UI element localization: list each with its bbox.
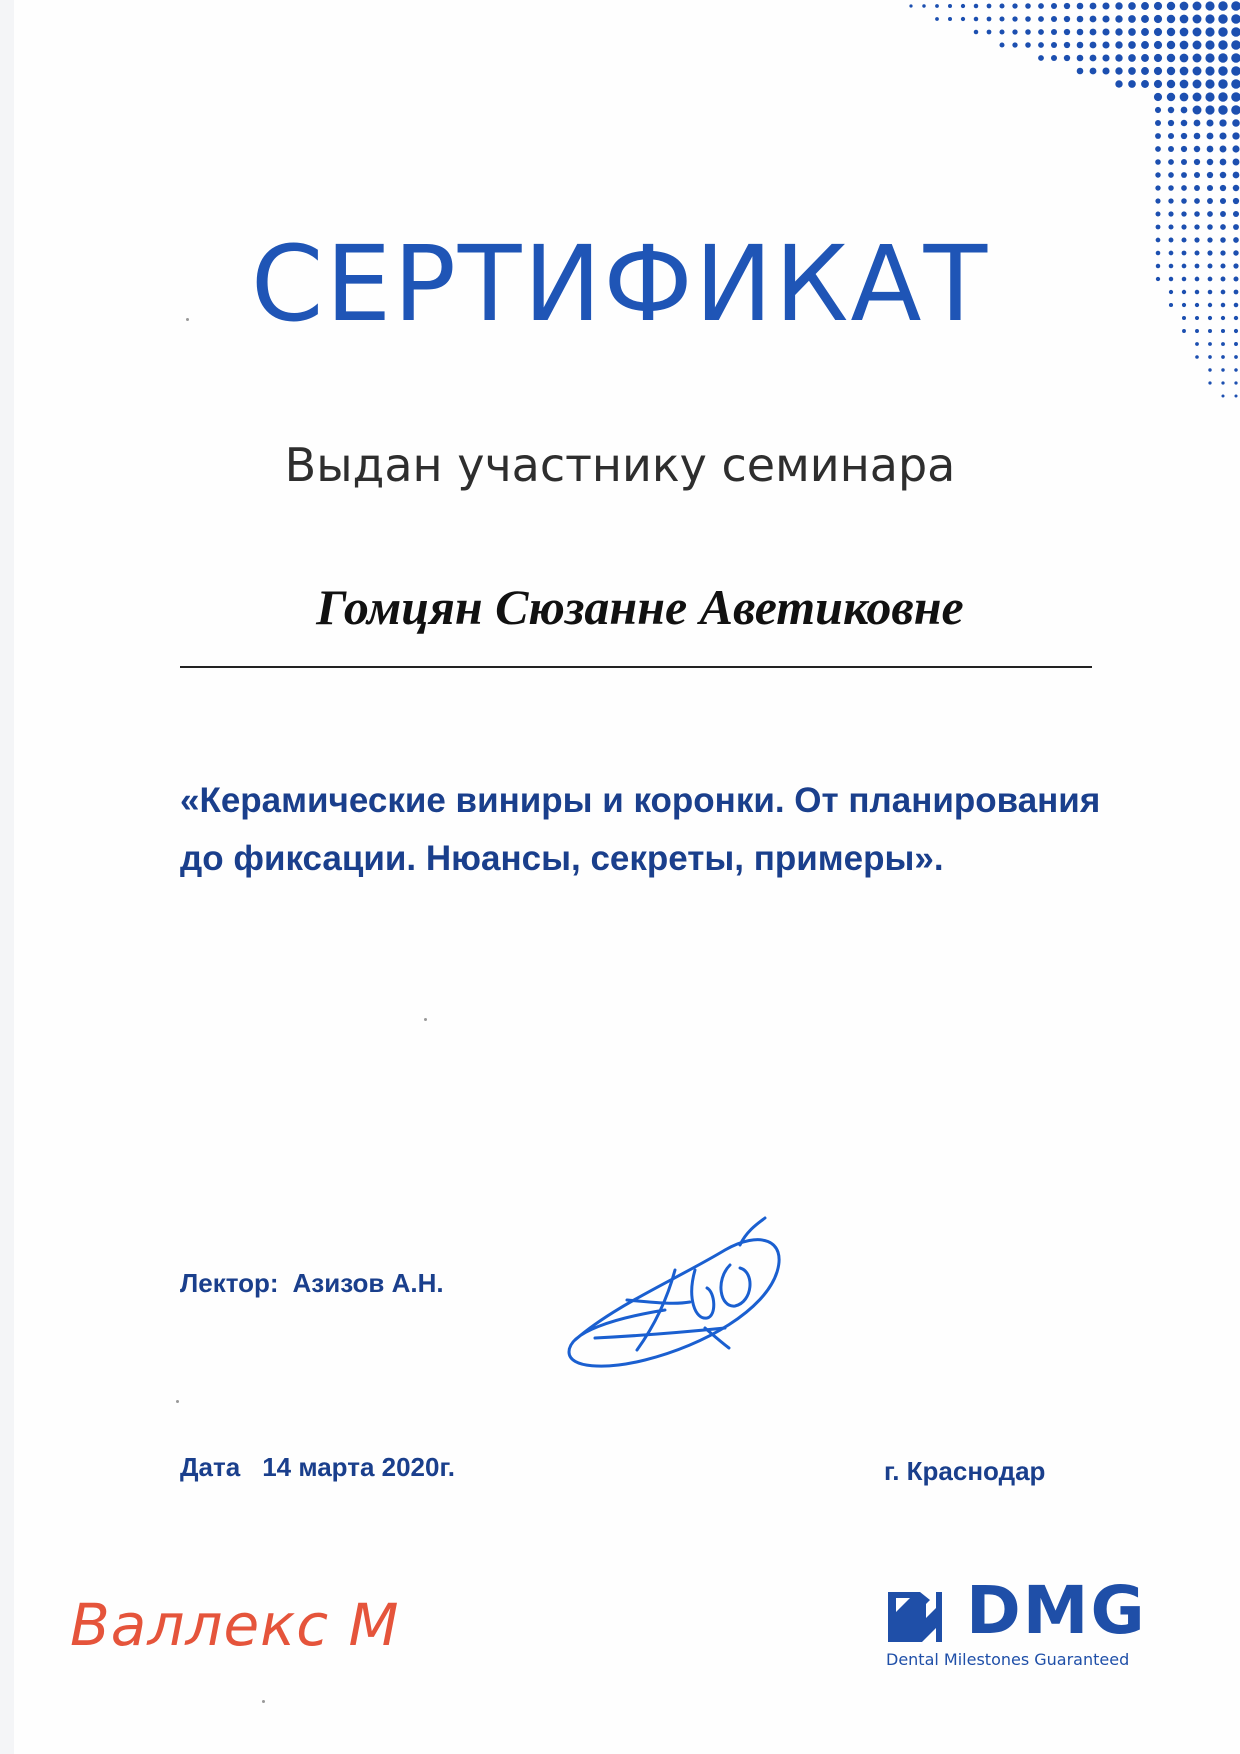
pattern-dot	[1231, 53, 1240, 63]
pattern-dot	[1051, 42, 1057, 48]
pattern-dot	[1221, 342, 1225, 346]
pattern-dot	[1205, 79, 1214, 88]
pattern-dot	[999, 16, 1004, 21]
dmg-logo	[886, 1572, 1186, 1674]
pattern-dot	[1167, 41, 1175, 49]
pattern-dot	[1218, 40, 1227, 49]
date-line	[180, 1452, 455, 1483]
course-title	[180, 772, 1180, 888]
pattern-dot	[1221, 355, 1225, 359]
pattern-dot	[1231, 66, 1240, 76]
pattern-dot	[1077, 16, 1084, 23]
pattern-dot	[1221, 381, 1224, 384]
pattern-dot	[1180, 15, 1189, 24]
pattern-dot	[1167, 67, 1175, 75]
pattern-dot	[1168, 172, 1174, 178]
pattern-dot	[1168, 224, 1173, 229]
pattern-dot	[1051, 55, 1057, 61]
pattern-dot	[1205, 40, 1214, 49]
pattern-dot	[1128, 80, 1136, 88]
pattern-dot	[1231, 92, 1240, 102]
pattern-dot	[1168, 185, 1173, 190]
pattern-dot	[1141, 80, 1149, 88]
pattern-dot	[1205, 66, 1214, 75]
pattern-dot	[1194, 120, 1201, 127]
pattern-dot	[1154, 93, 1162, 101]
pattern-dot	[1232, 145, 1239, 152]
pattern-dot	[1207, 159, 1213, 165]
name-underline	[180, 666, 1092, 668]
pattern-dot	[1064, 55, 1070, 61]
pattern-dot	[1220, 172, 1227, 179]
pattern-dot	[1194, 133, 1201, 140]
pattern-dot	[1220, 146, 1227, 153]
pattern-dot	[1180, 28, 1189, 37]
pattern-dot	[1205, 53, 1214, 62]
pattern-dot	[1051, 29, 1057, 35]
pattern-dot	[1181, 172, 1187, 178]
pattern-dot	[1155, 120, 1161, 126]
pattern-dot	[1181, 159, 1187, 165]
pattern-dot	[1195, 342, 1199, 346]
pattern-dot	[1193, 15, 1202, 24]
pattern-dot	[999, 3, 1004, 8]
recipient-name: Гомцян Сюзанне Аветиковне	[316, 579, 964, 635]
pattern-dot	[1168, 159, 1174, 165]
pattern-dot	[1102, 41, 1109, 48]
pattern-dot	[1102, 2, 1109, 9]
pattern-dot	[1181, 198, 1187, 204]
pattern-dot	[1168, 133, 1174, 139]
pattern-dot	[1090, 42, 1097, 49]
pattern-dot	[1090, 3, 1097, 10]
pattern-dot	[1141, 41, 1149, 49]
pattern-dot	[974, 17, 979, 22]
pattern-dot	[1233, 211, 1239, 217]
pattern-dot	[1180, 93, 1189, 102]
pattern-dot	[1193, 41, 1202, 50]
dmg-tagline: Dental Milestones Guaranteed	[886, 1650, 1130, 1669]
pattern-dot	[1115, 67, 1122, 74]
pattern-dot	[1025, 29, 1031, 35]
pattern-dot	[1102, 67, 1109, 74]
pattern-dot	[1194, 224, 1199, 229]
pattern-dot	[987, 17, 992, 22]
pattern-dot	[1038, 29, 1044, 35]
pattern-dot	[1194, 159, 1200, 165]
pattern-dot	[1128, 15, 1136, 23]
pattern-dot	[1115, 41, 1122, 48]
pattern-dot	[1038, 55, 1044, 61]
pattern-dot	[1218, 53, 1227, 62]
pattern-dot	[1206, 119, 1213, 126]
vallex-logo: Валлекс М	[70, 1591, 400, 1659]
pattern-dot	[1154, 28, 1162, 36]
pattern-dot	[909, 4, 912, 7]
pattern-dot	[1051, 16, 1057, 22]
pattern-dot	[1155, 185, 1160, 190]
pattern-dot	[1207, 133, 1214, 140]
pattern-dot	[1207, 146, 1214, 153]
pattern-dot	[1102, 54, 1109, 61]
pattern-dot	[1234, 381, 1237, 384]
pattern-dot	[974, 4, 979, 9]
pattern-dot	[1155, 107, 1161, 113]
pattern-dot	[1231, 1, 1240, 11]
pattern-dot	[1090, 68, 1097, 75]
pattern-dot	[1025, 3, 1031, 9]
pattern-dot	[1167, 15, 1175, 23]
issued-to-line: Выдан участнику семинара	[284, 438, 956, 492]
pattern-dot	[1155, 211, 1160, 216]
pattern-dot	[1205, 27, 1214, 36]
pattern-dot	[1038, 16, 1044, 22]
pattern-dot	[1193, 28, 1202, 37]
pattern-dot	[1115, 80, 1122, 87]
pattern-dot	[1205, 92, 1214, 101]
date-value: 14 марта 2020г.	[262, 1452, 455, 1482]
lecturer-line	[180, 1268, 444, 1299]
pattern-dot	[1077, 55, 1084, 62]
pattern-dot	[1205, 14, 1214, 23]
pattern-dot	[1218, 66, 1227, 75]
pattern-dot	[1155, 159, 1161, 165]
scan-speck	[262, 1700, 265, 1703]
pattern-dot	[1233, 198, 1239, 204]
pattern-dot	[1168, 211, 1173, 216]
pattern-dot	[1205, 1, 1214, 10]
pattern-dot	[1155, 172, 1160, 177]
pattern-dot	[1194, 172, 1200, 178]
handwritten-signature	[555, 1210, 795, 1380]
pattern-dot	[1208, 381, 1211, 384]
pattern-dot	[1231, 40, 1240, 50]
pattern-dot	[1154, 15, 1162, 23]
pattern-dot	[1180, 54, 1189, 63]
pattern-dot	[935, 4, 939, 8]
pattern-dot	[1233, 185, 1240, 192]
pattern-dot	[1077, 42, 1084, 49]
pattern-dot	[1194, 146, 1200, 152]
pattern-dot	[1128, 41, 1136, 49]
pattern-dot	[1194, 211, 1200, 217]
pattern-dot	[1141, 2, 1149, 10]
pattern-dot	[1168, 120, 1174, 126]
pattern-dot	[1156, 225, 1161, 230]
pattern-dot	[1167, 54, 1175, 62]
pattern-dot	[1038, 42, 1044, 48]
pattern-dot	[1207, 211, 1213, 217]
pattern-dot	[1128, 28, 1136, 36]
pattern-dot	[1102, 15, 1109, 22]
pattern-dot	[1025, 42, 1031, 48]
pattern-dot	[1064, 3, 1070, 9]
scan-speck	[176, 1400, 179, 1403]
dmg-wordmark: DMG	[966, 1572, 1147, 1649]
pattern-dot	[1141, 54, 1149, 62]
pattern-dot	[1234, 355, 1238, 359]
pattern-dot	[1218, 92, 1227, 101]
pattern-dot	[1167, 93, 1175, 101]
pattern-dot	[1012, 29, 1017, 34]
scan-speck	[424, 1018, 427, 1021]
pattern-dot	[999, 29, 1004, 34]
pattern-dot	[1064, 29, 1070, 35]
pattern-dot	[999, 42, 1004, 47]
pattern-dot	[1155, 146, 1161, 152]
pattern-dot	[1207, 198, 1213, 204]
pattern-dot	[1154, 41, 1162, 49]
certificate-title: СЕРТИФИКАТ	[250, 223, 990, 345]
pattern-dot	[935, 17, 939, 21]
pattern-dot	[1218, 1, 1227, 10]
pattern-dot	[1038, 3, 1044, 9]
pattern-dot	[1207, 224, 1213, 230]
pattern-dot	[1141, 15, 1149, 23]
pattern-dot	[1090, 29, 1097, 36]
pattern-dot	[1234, 394, 1237, 397]
pattern-dot	[1218, 79, 1227, 88]
pattern-dot	[1219, 119, 1226, 126]
pattern-dot	[1193, 80, 1202, 89]
pattern-dot	[961, 4, 965, 8]
pattern-dot	[987, 30, 992, 35]
pattern-dot	[1115, 28, 1122, 35]
pattern-dot	[1231, 14, 1240, 24]
pattern-dot	[1221, 368, 1224, 371]
pattern-dot	[1232, 119, 1240, 127]
pattern-dot	[1180, 41, 1189, 50]
pattern-dot	[1154, 80, 1162, 88]
pattern-dot	[1181, 224, 1186, 229]
pattern-dot	[1181, 146, 1187, 152]
pattern-dot	[1168, 146, 1174, 152]
course-title-line-2: до фиксации. Нюансы, секреты, примеры».	[180, 839, 944, 878]
city: г. Краснодар	[884, 1456, 1046, 1486]
pattern-dot	[1207, 172, 1213, 178]
pattern-dot	[1181, 120, 1188, 127]
pattern-dot	[1155, 133, 1161, 139]
course-title-line-1: «Керамические виниры и коронки. От планирования	[180, 781, 1101, 820]
pattern-dot	[1234, 368, 1237, 371]
pattern-dot	[1167, 80, 1175, 88]
pattern-dot	[1181, 133, 1187, 139]
pattern-dot	[1168, 198, 1173, 203]
pattern-dot	[1167, 28, 1175, 36]
pattern-dot	[1193, 54, 1202, 63]
pattern-dot	[1154, 2, 1162, 10]
pattern-dot	[1218, 105, 1227, 114]
pattern-dot	[1051, 3, 1057, 9]
pattern-dot	[974, 30, 979, 35]
pattern-dot	[1077, 3, 1084, 10]
pattern-dot	[1141, 67, 1149, 75]
pattern-dot	[1208, 368, 1211, 371]
pattern-dot	[1218, 14, 1227, 23]
pattern-dot	[1167, 2, 1175, 10]
pattern-dot	[948, 4, 952, 8]
pattern-dot	[1234, 342, 1238, 346]
pattern-dot	[1025, 16, 1031, 22]
pattern-dot	[1064, 42, 1070, 48]
pattern-dot	[1180, 2, 1189, 11]
pattern-dot	[1181, 107, 1188, 114]
pattern-dot	[1012, 42, 1017, 47]
pattern-dot	[1221, 394, 1224, 397]
pattern-dot	[1154, 54, 1162, 62]
lecturer-name: Азизов А.Н.	[292, 1268, 444, 1298]
pattern-dot	[1012, 3, 1017, 8]
pattern-dot	[1233, 159, 1240, 166]
pattern-dot	[1193, 93, 1202, 102]
pattern-dot	[1115, 54, 1122, 61]
pattern-dot	[1193, 106, 1202, 115]
pattern-dot	[1141, 28, 1149, 36]
pattern-dot	[1194, 198, 1200, 204]
pattern-dot	[1168, 107, 1174, 113]
pattern-dot	[1208, 342, 1212, 346]
pattern-dot	[948, 17, 952, 21]
pattern-dot	[1218, 27, 1227, 36]
pattern-dot	[1220, 159, 1227, 166]
pattern-dot	[1231, 79, 1240, 89]
pattern-dot	[1181, 211, 1186, 216]
pattern-dot	[1220, 198, 1226, 204]
pattern-dot	[1193, 2, 1202, 11]
pattern-dot	[1205, 105, 1214, 114]
pattern-dot	[1219, 132, 1226, 139]
pattern-dot	[1180, 80, 1189, 89]
pattern-dot	[1195, 355, 1199, 359]
pattern-dot	[1090, 16, 1097, 23]
pattern-dot	[1102, 28, 1109, 35]
pattern-dot	[961, 17, 965, 21]
pattern-dot	[1231, 27, 1240, 37]
pattern-dot	[1232, 132, 1239, 139]
pattern-dot	[1207, 185, 1213, 191]
pattern-dot	[1128, 2, 1136, 10]
pattern-dot	[1064, 16, 1070, 22]
pattern-dot	[1128, 54, 1136, 62]
pattern-dot	[1012, 16, 1017, 21]
pattern-dot	[987, 4, 992, 9]
pattern-dot	[1231, 105, 1240, 115]
scan-speck	[186, 318, 189, 321]
pattern-dot	[1154, 67, 1162, 75]
pattern-dot	[1220, 185, 1226, 191]
pattern-dot	[1128, 67, 1136, 75]
date-label: Дата	[180, 1452, 241, 1482]
pattern-dot	[1181, 185, 1187, 191]
dmg-arrow-icon	[886, 1584, 950, 1648]
lecturer-label: Лектор:	[180, 1268, 279, 1298]
pattern-dot	[1077, 68, 1084, 75]
pattern-dot	[922, 4, 925, 7]
pattern-dot	[1208, 355, 1212, 359]
pattern-dot	[1220, 211, 1226, 217]
pattern-dot	[1155, 198, 1160, 203]
pattern-dot	[1233, 224, 1239, 230]
pattern-dot	[1193, 67, 1202, 76]
pattern-dot	[1115, 15, 1122, 22]
pattern-dot	[1220, 224, 1226, 230]
pattern-dot	[1090, 55, 1097, 62]
pattern-dot	[1077, 29, 1084, 36]
pattern-dot	[1233, 172, 1240, 179]
pattern-dot	[1115, 2, 1122, 9]
pattern-dot	[1180, 67, 1189, 76]
pattern-dot	[1194, 185, 1200, 191]
